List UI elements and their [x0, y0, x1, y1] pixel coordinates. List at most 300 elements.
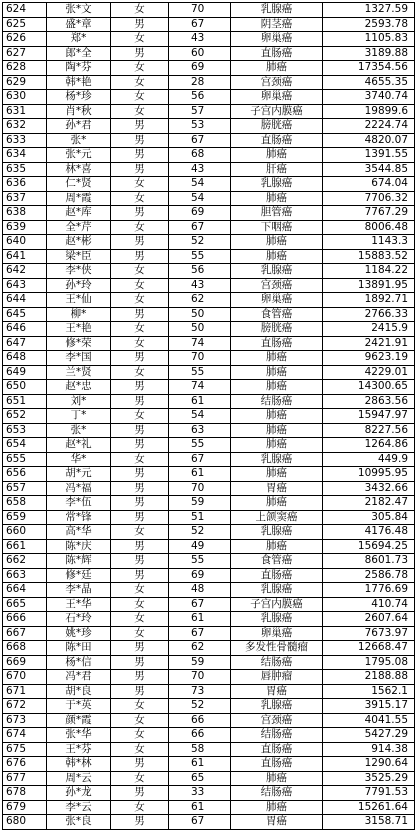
table-row	[3, 728, 415, 743]
cell-row-number: 626	[3, 32, 47, 47]
cell-patient-name: 柳*	[47, 307, 111, 322]
cell-patient-name: 赵*彬	[47, 235, 111, 250]
table-row	[3, 162, 415, 177]
cell-diagnosis: 肺癌	[231, 539, 323, 554]
cell-age: 67	[169, 452, 231, 467]
cell-row-number: 674	[3, 728, 47, 743]
cell-patient-name: 陈*庆	[47, 539, 111, 554]
cell-amount: 1776.69	[323, 583, 415, 598]
cell-row-number: 673	[3, 713, 47, 728]
cell-row-number: 669	[3, 655, 47, 670]
cell-age: 52	[169, 235, 231, 250]
cell-patient-name: 华*	[47, 452, 111, 467]
cell-age: 60	[169, 46, 231, 61]
cell-amount: 1264.86	[323, 438, 415, 453]
cell-gender: 女	[111, 612, 169, 627]
cell-patient-name: 郎*全	[47, 46, 111, 61]
table-row	[3, 3, 415, 18]
cell-row-number: 655	[3, 452, 47, 467]
cell-age: 69	[169, 568, 231, 583]
cell-age: 69	[169, 61, 231, 76]
cell-diagnosis: 卵巢癌	[231, 90, 323, 105]
cell-amount: 2188.88	[323, 670, 415, 685]
cell-diagnosis: 直肠癌	[231, 742, 323, 757]
table-row	[3, 699, 415, 714]
cell-age: 67	[169, 220, 231, 235]
cell-amount: 8601.73	[323, 554, 415, 569]
cell-row-number: 680	[3, 815, 47, 830]
cell-patient-name: 全*芹	[47, 220, 111, 235]
cell-diagnosis: 肺癌	[231, 351, 323, 366]
cell-amount: 2766.33	[323, 307, 415, 322]
cell-amount: 7767.29	[323, 206, 415, 221]
cell-age: 59	[169, 496, 231, 511]
cell-age: 67	[169, 815, 231, 830]
cell-row-number: 643	[3, 278, 47, 293]
cell-age: 61	[169, 612, 231, 627]
table-row	[3, 525, 415, 540]
cell-gender: 男	[111, 46, 169, 61]
table-row	[3, 757, 415, 772]
cell-age: 48	[169, 583, 231, 598]
cell-row-number: 644	[3, 293, 47, 308]
table-row	[3, 481, 415, 496]
cell-gender: 男	[111, 235, 169, 250]
cell-diagnosis: 结肠癌	[231, 394, 323, 409]
cell-patient-name: 李*国	[47, 351, 111, 366]
table-row	[3, 46, 415, 61]
cell-amount: 1391.55	[323, 148, 415, 163]
cell-age: 70	[169, 351, 231, 366]
cell-amount: 3915.17	[323, 699, 415, 714]
cell-gender: 女	[111, 742, 169, 757]
table-row	[3, 568, 415, 583]
cell-row-number: 635	[3, 162, 47, 177]
cell-gender: 男	[111, 757, 169, 772]
cell-amount: 2182.47	[323, 496, 415, 511]
cell-gender: 女	[111, 365, 169, 380]
cell-amount: 4176.48	[323, 525, 415, 540]
cell-gender: 男	[111, 148, 169, 163]
cell-age: 74	[169, 380, 231, 395]
cell-age: 54	[169, 177, 231, 192]
cell-row-number: 638	[3, 206, 47, 221]
cell-patient-name: 赵*忠	[47, 380, 111, 395]
cell-row-number: 629	[3, 75, 47, 90]
cell-row-number: 664	[3, 583, 47, 598]
cell-patient-name: 李*晶	[47, 583, 111, 598]
cell-patient-name: 李*云	[47, 800, 111, 815]
cell-amount: 1184.22	[323, 264, 415, 279]
cell-row-number: 667	[3, 626, 47, 641]
cell-amount: 1105.83	[323, 32, 415, 47]
cell-patient-name: 王*华	[47, 597, 111, 612]
cell-amount: 5427.29	[323, 728, 415, 743]
cell-row-number: 670	[3, 670, 47, 685]
cell-diagnosis: 子宫内膜癌	[231, 104, 323, 119]
cell-age: 52	[169, 525, 231, 540]
table-row	[3, 293, 415, 308]
cell-row-number: 628	[3, 61, 47, 76]
cell-patient-name: 周*霞	[47, 191, 111, 206]
table-row	[3, 75, 415, 90]
cell-age: 53	[169, 119, 231, 134]
cell-row-number: 658	[3, 496, 47, 511]
cell-amount: 2224.74	[323, 119, 415, 134]
cell-diagnosis: 宫颈癌	[231, 713, 323, 728]
cell-diagnosis: 结肠癌	[231, 728, 323, 743]
table-row	[3, 206, 415, 221]
cell-patient-name: 姚*珍	[47, 626, 111, 641]
cell-patient-name: 陈*辉	[47, 554, 111, 569]
cell-gender: 男	[111, 307, 169, 322]
cell-amount: 4229.01	[323, 365, 415, 380]
cell-gender: 男	[111, 162, 169, 177]
cell-row-number: 633	[3, 133, 47, 148]
table-row	[3, 742, 415, 757]
cell-age: 58	[169, 742, 231, 757]
cell-gender: 女	[111, 220, 169, 235]
cell-amount: 4655.35	[323, 75, 415, 90]
cell-age: 70	[169, 481, 231, 496]
table-row	[3, 17, 415, 32]
cell-patient-name: 冯*福	[47, 481, 111, 496]
cell-amount: 914.38	[323, 742, 415, 757]
cell-age: 50	[169, 307, 231, 322]
table-row	[3, 771, 415, 786]
cell-age: 61	[169, 467, 231, 482]
cell-gender: 男	[111, 684, 169, 699]
cell-gender: 男	[111, 351, 169, 366]
cell-amount: 7706.32	[323, 191, 415, 206]
table-row	[3, 278, 415, 293]
cell-amount: 1290.64	[323, 757, 415, 772]
cell-diagnosis: 膀胱癌	[231, 322, 323, 337]
cell-diagnosis: 肺癌	[231, 771, 323, 786]
cell-row-number: 678	[3, 786, 47, 801]
cell-age: 67	[169, 597, 231, 612]
cell-amount: 2607.64	[323, 612, 415, 627]
cell-diagnosis: 肺癌	[231, 467, 323, 482]
cell-amount: 1327.59	[323, 3, 415, 18]
cell-gender: 女	[111, 409, 169, 424]
cell-gender: 女	[111, 525, 169, 540]
cell-amount: 7791.53	[323, 786, 415, 801]
table-row	[3, 713, 415, 728]
cell-gender: 男	[111, 670, 169, 685]
cell-age: 73	[169, 684, 231, 699]
cell-gender: 男	[111, 438, 169, 453]
cell-diagnosis: 乳腺癌	[231, 3, 323, 18]
cell-diagnosis: 卵巢癌	[231, 293, 323, 308]
cell-age: 63	[169, 423, 231, 438]
cell-row-number: 636	[3, 177, 47, 192]
cell-amount: 3189.88	[323, 46, 415, 61]
cell-age: 33	[169, 786, 231, 801]
table-row	[3, 61, 415, 76]
cell-row-number: 663	[3, 568, 47, 583]
cell-row-number: 657	[3, 481, 47, 496]
table-row	[3, 90, 415, 105]
table-row	[3, 612, 415, 627]
cell-diagnosis: 肺癌	[231, 61, 323, 76]
cell-gender: 女	[111, 61, 169, 76]
cell-patient-name: 周*云	[47, 771, 111, 786]
cell-amount: 13891.95	[323, 278, 415, 293]
cell-row-number: 631	[3, 104, 47, 119]
cell-row-number: 641	[3, 249, 47, 264]
cell-gender: 男	[111, 206, 169, 221]
cell-row-number: 665	[3, 597, 47, 612]
cell-diagnosis: 肝癌	[231, 162, 323, 177]
table-row	[3, 641, 415, 656]
cell-gender: 女	[111, 322, 169, 337]
cell-diagnosis: 膀胱癌	[231, 119, 323, 134]
cell-age: 61	[169, 394, 231, 409]
table-row	[3, 191, 415, 206]
cell-age: 55	[169, 554, 231, 569]
cell-diagnosis: 乳腺癌	[231, 264, 323, 279]
cell-age: 67	[169, 17, 231, 32]
cell-age: 70	[169, 3, 231, 18]
cell-gender: 女	[111, 336, 169, 351]
cell-age: 28	[169, 75, 231, 90]
cell-age: 62	[169, 293, 231, 308]
cell-diagnosis: 阴茎癌	[231, 17, 323, 32]
cell-row-number: 640	[3, 235, 47, 250]
cell-diagnosis: 食管癌	[231, 554, 323, 569]
table-row	[3, 148, 415, 163]
cell-patient-name: 于*英	[47, 699, 111, 714]
cell-diagnosis: 上颌窦癌	[231, 510, 323, 525]
cell-diagnosis: 乳腺癌	[231, 452, 323, 467]
cell-amount: 2863.56	[323, 394, 415, 409]
cell-amount: 15261.64	[323, 800, 415, 815]
cell-age: 67	[169, 133, 231, 148]
cell-row-number: 642	[3, 264, 47, 279]
table-row	[3, 409, 415, 424]
cell-row-number: 653	[3, 423, 47, 438]
cell-gender: 男	[111, 467, 169, 482]
cell-gender: 男	[111, 655, 169, 670]
cell-gender: 女	[111, 191, 169, 206]
cell-amount: 674.04	[323, 177, 415, 192]
cell-diagnosis: 直肠癌	[231, 46, 323, 61]
cell-age: 56	[169, 264, 231, 279]
cell-diagnosis: 肺癌	[231, 496, 323, 511]
cell-amount: 2593.78	[323, 17, 415, 32]
cell-amount: 17354.56	[323, 61, 415, 76]
cell-row-number: 648	[3, 351, 47, 366]
cell-gender: 女	[111, 3, 169, 18]
cell-patient-name: 孙*龙	[47, 786, 111, 801]
cell-row-number: 652	[3, 409, 47, 424]
cell-diagnosis: 结肠癌	[231, 655, 323, 670]
cell-row-number: 654	[3, 438, 47, 453]
cell-patient-name: 郑*	[47, 32, 111, 47]
cell-gender: 女	[111, 626, 169, 641]
table-row	[3, 684, 415, 699]
cell-amount: 305.84	[323, 510, 415, 525]
cell-patient-name: 赵*礼	[47, 438, 111, 453]
cell-diagnosis: 卵巢癌	[231, 626, 323, 641]
cell-amount: 15947.97	[323, 409, 415, 424]
cell-amount: 15883.52	[323, 249, 415, 264]
cell-diagnosis: 宫颈癌	[231, 75, 323, 90]
cell-amount: 410.74	[323, 597, 415, 612]
cell-gender: 男	[111, 539, 169, 554]
cell-gender: 女	[111, 177, 169, 192]
cell-diagnosis: 子宫内膜癌	[231, 597, 323, 612]
cell-row-number: 660	[3, 525, 47, 540]
cell-age: 54	[169, 191, 231, 206]
cell-patient-name: 丁*	[47, 409, 111, 424]
cell-gender: 女	[111, 728, 169, 743]
cell-gender: 女	[111, 90, 169, 105]
cell-diagnosis: 肺癌	[231, 191, 323, 206]
table-row	[3, 322, 415, 337]
table-row	[3, 583, 415, 598]
cell-patient-name: 梁*臣	[47, 249, 111, 264]
cell-patient-name: 王*芬	[47, 742, 111, 757]
cell-gender: 男	[111, 481, 169, 496]
cell-amount: 7673.97	[323, 626, 415, 641]
cell-patient-name: 陈*田	[47, 641, 111, 656]
cell-amount: 449.9	[323, 452, 415, 467]
cell-patient-name: 张*良	[47, 815, 111, 830]
cell-diagnosis: 胃癌	[231, 684, 323, 699]
cell-amount: 3740.74	[323, 90, 415, 105]
table-row	[3, 264, 415, 279]
cell-patient-name: 修*荣	[47, 336, 111, 351]
cell-age: 55	[169, 365, 231, 380]
cell-patient-name: 林*喜	[47, 162, 111, 177]
cell-row-number: 634	[3, 148, 47, 163]
table-row	[3, 119, 415, 134]
cell-row-number: 647	[3, 336, 47, 351]
table-row	[3, 307, 415, 322]
table-row	[3, 177, 415, 192]
cell-diagnosis: 肺癌	[231, 409, 323, 424]
cell-gender: 男	[111, 815, 169, 830]
cell-gender: 男	[111, 249, 169, 264]
cell-gender: 男	[111, 641, 169, 656]
cell-diagnosis: 乳腺癌	[231, 177, 323, 192]
cell-age: 66	[169, 713, 231, 728]
cell-age: 55	[169, 249, 231, 264]
cell-gender: 女	[111, 264, 169, 279]
table-row	[3, 496, 415, 511]
cell-amount: 3158.71	[323, 815, 415, 830]
cell-diagnosis: 肺癌	[231, 438, 323, 453]
cell-age: 62	[169, 641, 231, 656]
cell-row-number: 651	[3, 394, 47, 409]
cell-diagnosis: 胃癌	[231, 481, 323, 496]
cell-gender: 女	[111, 699, 169, 714]
table-row	[3, 670, 415, 685]
cell-row-number: 639	[3, 220, 47, 235]
cell-age: 68	[169, 148, 231, 163]
cell-gender: 女	[111, 771, 169, 786]
cell-row-number: 632	[3, 119, 47, 134]
cell-diagnosis: 肺癌	[231, 249, 323, 264]
cell-amount: 3525.29	[323, 771, 415, 786]
cell-amount: 14300.65	[323, 380, 415, 395]
cell-row-number: 627	[3, 46, 47, 61]
cell-patient-name: 杨*珍	[47, 90, 111, 105]
cell-row-number: 661	[3, 539, 47, 554]
cell-row-number: 624	[3, 3, 47, 18]
cell-diagnosis: 多发性骨髓瘤	[231, 641, 323, 656]
cell-patient-name: 仁*贤	[47, 177, 111, 192]
cell-row-number: 672	[3, 699, 47, 714]
table-row	[3, 655, 415, 670]
cell-amount: 2421.91	[323, 336, 415, 351]
cell-age: 61	[169, 800, 231, 815]
cell-age: 66	[169, 728, 231, 743]
cell-diagnosis: 下咽癌	[231, 220, 323, 235]
cell-diagnosis: 乳腺癌	[231, 525, 323, 540]
cell-row-number: 625	[3, 17, 47, 32]
cell-age: 69	[169, 206, 231, 221]
table-row	[3, 438, 415, 453]
cell-amount: 9623.19	[323, 351, 415, 366]
table-row	[3, 133, 415, 148]
cell-age: 70	[169, 670, 231, 685]
cell-amount: 4820.07	[323, 133, 415, 148]
cell-amount: 8006.48	[323, 220, 415, 235]
patient-cost-table	[2, 2, 415, 830]
cell-patient-name: 赵*库	[47, 206, 111, 221]
cell-age: 49	[169, 539, 231, 554]
cell-amount: 4041.55	[323, 713, 415, 728]
cell-patient-name: 张*文	[47, 3, 111, 18]
cell-patient-name: 孙*君	[47, 119, 111, 134]
cell-diagnosis: 肺癌	[231, 365, 323, 380]
cell-diagnosis: 胆管癌	[231, 206, 323, 221]
cell-patient-name: 石*玲	[47, 612, 111, 627]
cell-row-number: 668	[3, 641, 47, 656]
table-row	[3, 452, 415, 467]
table-row	[3, 626, 415, 641]
cell-age: 74	[169, 336, 231, 351]
table-row	[3, 786, 415, 801]
cell-patient-name: 颜*霞	[47, 713, 111, 728]
cell-diagnosis: 唇肿瘤	[231, 670, 323, 685]
cell-amount: 8227.56	[323, 423, 415, 438]
table-row	[3, 539, 415, 554]
cell-gender: 男	[111, 380, 169, 395]
table-row	[3, 423, 415, 438]
cell-diagnosis: 乳腺癌	[231, 612, 323, 627]
cell-row-number: 646	[3, 322, 47, 337]
cell-patient-name: 胡*元	[47, 467, 111, 482]
cell-patient-name: 张*元	[47, 148, 111, 163]
cell-patient-name: 韩*艳	[47, 75, 111, 90]
cell-gender: 女	[111, 278, 169, 293]
cell-gender: 女	[111, 293, 169, 308]
cell-diagnosis: 肺癌	[231, 235, 323, 250]
table-row	[3, 249, 415, 264]
cell-amount: 1562.1	[323, 684, 415, 699]
cell-age: 52	[169, 699, 231, 714]
table-row	[3, 365, 415, 380]
cell-patient-name: 孙*玲	[47, 278, 111, 293]
cell-age: 56	[169, 90, 231, 105]
cell-diagnosis: 肺癌	[231, 800, 323, 815]
cell-patient-name: 王*仙	[47, 293, 111, 308]
cell-gender: 男	[111, 554, 169, 569]
